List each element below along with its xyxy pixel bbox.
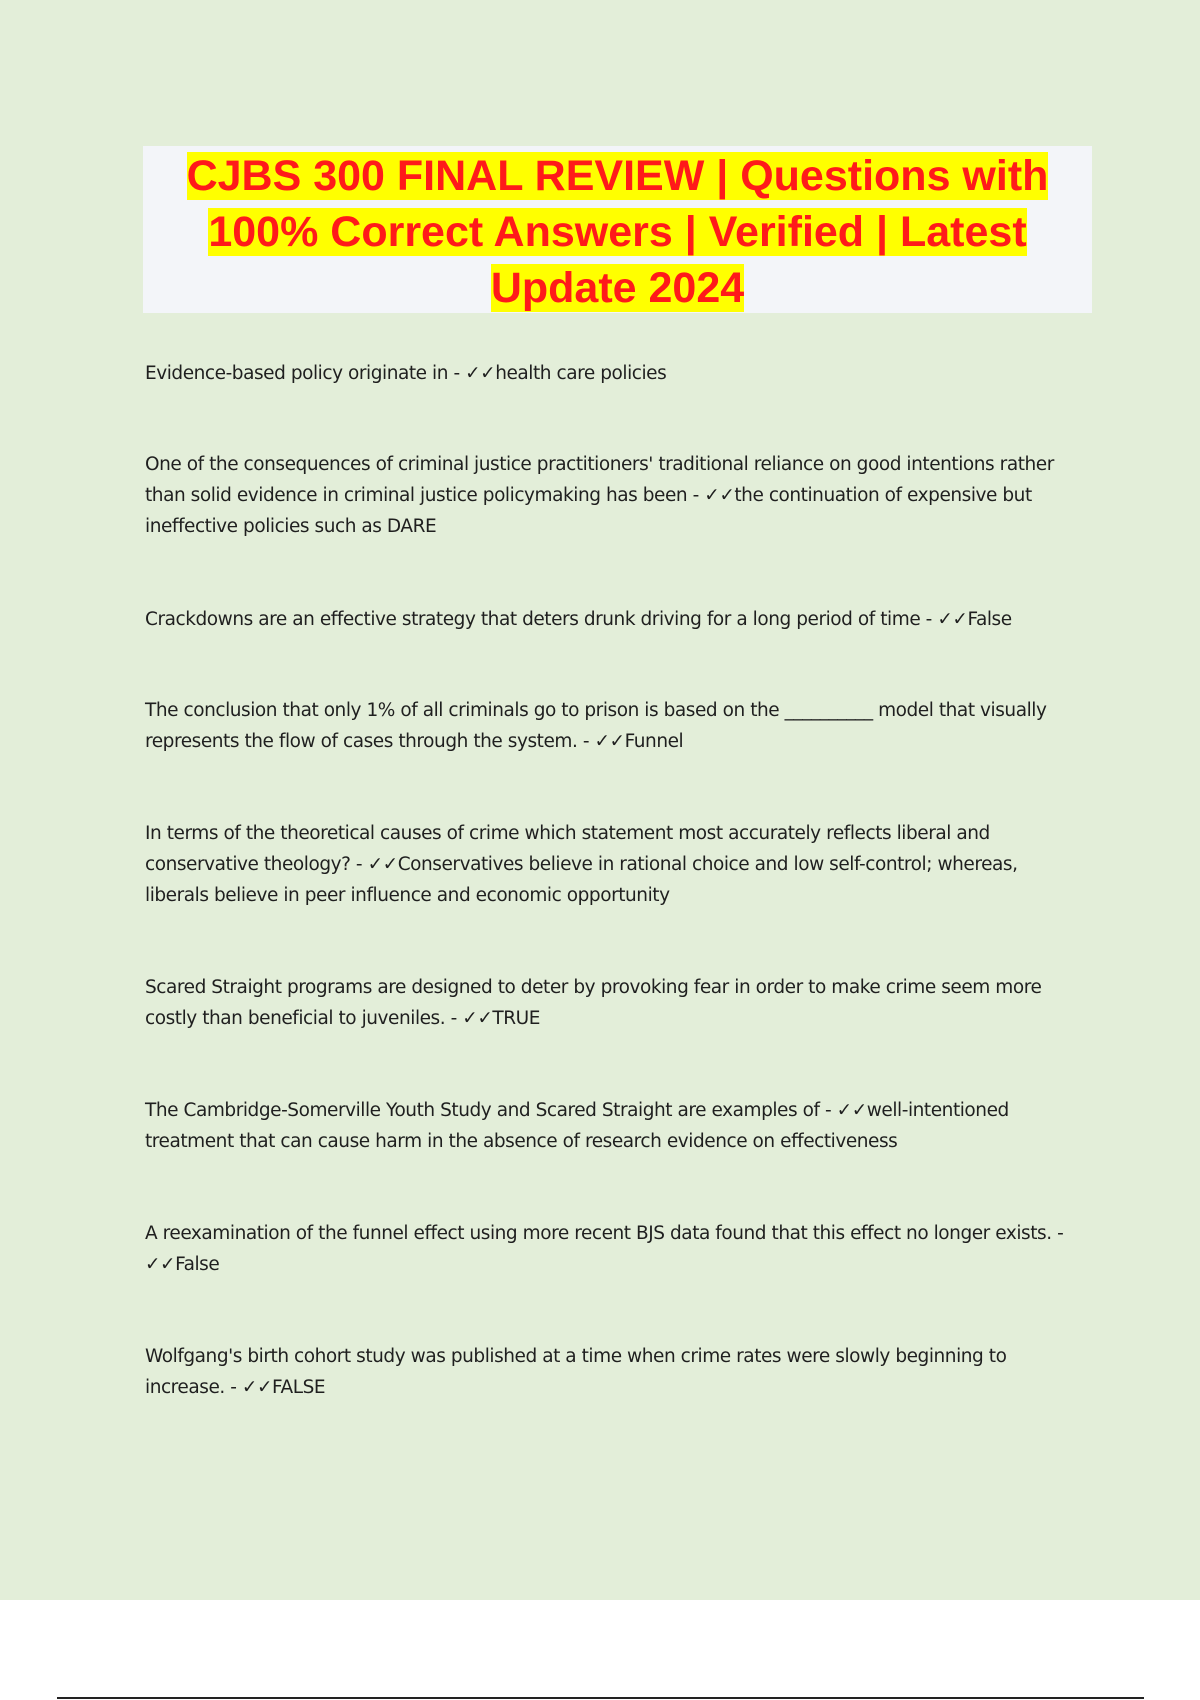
answer-text: the continuation of expensive but ineffective policies such as DARE	[145, 485, 1032, 537]
question-text: The conclusion that only 1% of all criminals go to prison is based on the __________ model that visually represents the flow of cases through the system.	[145, 700, 1047, 752]
qa-item-4	[145, 695, 1085, 757]
answer-text: health care policies	[495, 363, 667, 384]
check-icon: ✓✓	[465, 363, 496, 384]
question-text: Wolfgang's birth cohort study was published at a time when crime rates were slowly beginning to increase.	[145, 1346, 1007, 1398]
separator: -	[224, 1377, 242, 1398]
question-text: Scared Straight programs are designed to deter by provoking fear in order to make crime seem more costly than beneficial to juveniles.	[145, 977, 1042, 1029]
question-text: A reexamination of the funnel effect using more recent BJS data found that this effect no longer exists.	[145, 1223, 1052, 1244]
question-text: Crackdowns are an effective strategy that deters drunk driving for a long period of time	[145, 609, 921, 630]
check-icon: ✓✓	[836, 1100, 867, 1121]
qa-item-8	[145, 1218, 1085, 1280]
check-icon: ✓✓	[937, 609, 968, 630]
qa-item-7	[145, 1095, 1085, 1157]
check-icon: ✓✓	[241, 1377, 273, 1398]
qa-item-5	[145, 818, 1085, 911]
answer-text: FALSE	[272, 1377, 326, 1398]
separator: -	[577, 731, 595, 752]
question-text: The Cambridge-Somerville Youth Study and Scared Straight are examples of	[145, 1100, 820, 1121]
document-title	[143, 146, 1092, 316]
answer-text: Funnel	[624, 731, 684, 752]
answer-text: TRUE	[492, 1008, 540, 1029]
qa-item-9	[145, 1341, 1085, 1403]
qa-item-2	[145, 449, 1085, 542]
answer-text: well-intentioned treatment that can cause harm in the absence of research evidence on effectiveness	[145, 1100, 1009, 1152]
title-highlight: CJBS 300 FINAL REVIEW | Questions with 100% Correct Answers | Verified | Latest Update 2024	[186, 152, 1049, 312]
separator: -	[819, 1100, 837, 1121]
qa-item-6	[145, 972, 1085, 1034]
check-icon: ✓✓	[145, 1254, 176, 1275]
separator: -	[1051, 1223, 1064, 1244]
title-box	[143, 146, 1092, 313]
qa-item-3	[145, 604, 1085, 635]
separator: -	[920, 609, 938, 630]
check-icon: ✓✓	[594, 731, 625, 752]
question-text: Evidence-based policy originate in	[145, 363, 449, 384]
answer-text: False	[967, 609, 1012, 630]
footer-divider	[57, 1697, 1144, 1699]
separator: -	[350, 854, 368, 875]
separator: -	[448, 363, 466, 384]
question-text: One of the consequences of criminal justice practitioners' traditional reliance on good intentions rather than solid evidence in criminal justice policymaking has been	[145, 454, 1054, 506]
answer-text: Conservatives believe in rational choice and low self-control; whereas, liberals believe in peer influence and economic opportunity	[145, 854, 1018, 906]
question-text: In terms of the theoretical causes of crime which statement most accurately reflects liberal and conservative theology?	[145, 823, 990, 875]
check-icon: ✓✓	[462, 1008, 493, 1029]
answer-text: False	[175, 1254, 220, 1275]
separator: -	[687, 485, 705, 506]
qa-item-1	[145, 358, 1085, 389]
check-icon: ✓✓	[367, 854, 398, 875]
check-icon: ✓✓	[704, 485, 735, 506]
separator: -	[445, 1008, 463, 1029]
